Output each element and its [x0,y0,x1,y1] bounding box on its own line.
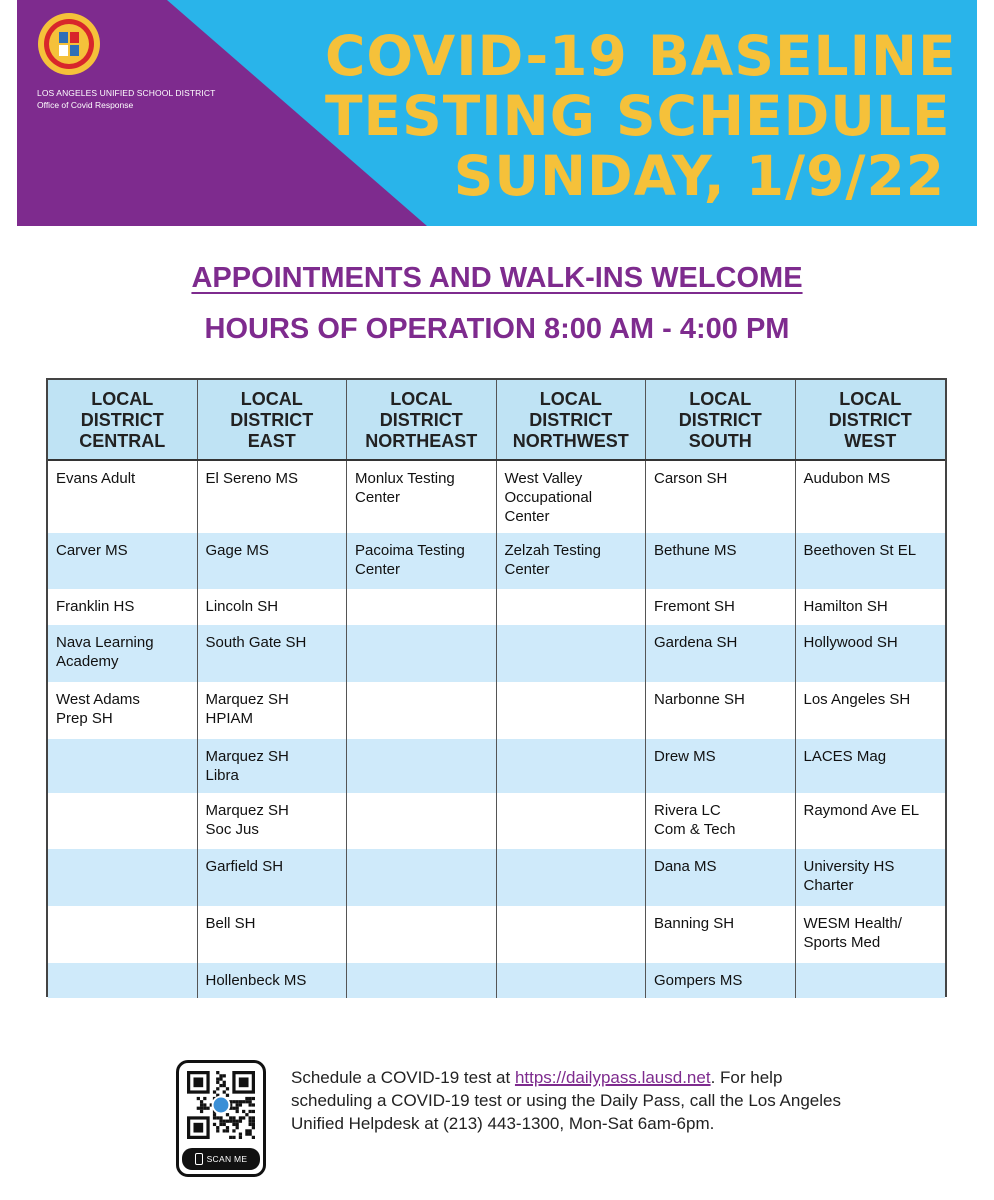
site-name-line: West Valley [504,470,583,487]
site-name-line: Garfield SH [205,858,284,875]
column-header [497,380,647,459]
table-cell [198,793,348,849]
site-name-line: Hollywood SH [803,634,898,651]
table-cell [646,739,796,793]
site-name-line: Center [355,489,401,506]
site-name-line: Fremont SH [654,598,735,615]
table-cell [198,533,348,589]
qr-code-icon [187,1071,255,1139]
table-row [48,793,945,849]
table-row [48,849,945,906]
column-header-line: SOUTH [688,431,752,451]
site-name-line: Soc Jus [205,821,259,838]
table-cell [497,533,647,589]
site-name-line: Com & Tech [654,821,736,838]
title-line: TESTING SCHEDULE [325,84,951,148]
site-name-line: Raymond Ave EL [803,802,920,819]
column-header-line: LOCAL [240,389,303,409]
column-header-line: LOCAL [539,389,602,409]
table-cell [48,682,198,739]
column-header-line: LOCAL [91,389,154,409]
table-cell [48,963,198,998]
table-cell [646,682,796,739]
helpdesk-text: For help scheduling a COVID-19 test or using the Daily Pass, call the Los Angeles Unified Helpdesk at (213) 443-1300, Mon-Sat 6am-6pm. [291,1068,841,1133]
footer-instructions [291,1066,851,1135]
table-cell [347,533,497,589]
column-header-line: DISTRICT [80,410,164,430]
phone-icon [195,1153,203,1165]
table-cell [347,461,497,533]
site-name-line: South Gate SH [205,634,307,651]
table-row [48,906,945,963]
hours-heading: HOURS OF OPERATION 8:00 AM - 4:00 PM [204,313,790,345]
site-name-line: Drew MS [654,748,716,765]
site-name-line: Audubon MS [803,470,891,487]
table-cell [796,739,946,793]
site-name-line: Center [355,561,401,578]
site-name-line: Monlux Testing [355,470,455,487]
office-name: Office of Covid Response [37,100,134,110]
site-name-line: Los Angeles SH [803,691,911,708]
site-name-line: Gompers MS [654,972,743,989]
table-cell [198,906,348,963]
table-cell [497,461,647,533]
header-banner [17,0,977,226]
column-header [646,380,796,459]
site-name-line: WESM Health/ [803,915,902,932]
site-name-line: Bethune MS [654,542,737,559]
site-name-line: Gardena SH [654,634,738,651]
site-name-line: El Sereno MS [205,470,299,487]
site-name-line: Sports Med [803,934,881,951]
daily-pass-link[interactable]: https://dailypass.lausd.net [514,1068,711,1087]
table-cell [48,461,198,533]
table-cell [48,906,198,963]
table-cell [198,849,348,906]
table-row [48,739,945,793]
table-cell [497,682,647,739]
column-header-line: NORTHWEST [512,431,629,451]
district-name: LOS ANGELES UNIFIED SCHOOL DISTRICT [37,88,216,98]
table-cell [796,963,946,998]
column-header-line: DISTRICT [828,410,912,430]
table-cell [646,589,796,625]
table-cell [48,625,198,682]
table-cell [497,963,647,998]
site-name-line: Hollenbeck MS [205,972,307,989]
table-cell [347,793,497,849]
site-name-line: Carver MS [56,542,128,559]
table-cell [796,589,946,625]
table-cell [497,793,647,849]
table-cell [646,963,796,998]
seal-icon [37,12,101,76]
table-cell [198,589,348,625]
column-header [347,380,497,459]
column-header-line: LOCAL [390,389,453,409]
table-cell [48,739,198,793]
site-name-line: Rivera LC [654,802,721,819]
appointments-heading [0,262,994,295]
table-cell [198,461,348,533]
table-cell [347,589,497,625]
table-cell [347,739,497,793]
site-name-line: Center [504,508,550,525]
site-name-line: Dana MS [654,858,717,875]
table-cell [646,793,796,849]
column-header-line: DISTRICT [529,410,613,430]
table-cell [796,906,946,963]
site-name-line: Libra [205,767,239,784]
site-name-line: Occupational [504,489,593,506]
table-cell [48,533,198,589]
column-header-line: WEST [844,431,897,451]
site-name-line: Academy [56,653,119,670]
column-header-line: LOCAL [689,389,752,409]
table-cell [198,963,348,998]
table-cell [198,739,348,793]
table-cell [646,906,796,963]
table-header-row [48,380,945,461]
table-cell [198,625,348,682]
table-row [48,461,945,533]
table-cell [347,625,497,682]
schedule-prefix: Schedule a COVID-19 test at [291,1068,515,1087]
site-name-line: Prep SH [56,710,113,727]
site-name-line: Pacoima Testing [355,542,465,559]
site-name-line: Zelzah Testing [504,542,601,559]
site-name-line: Marquez SH [205,802,289,819]
table-cell [347,906,497,963]
site-name-line: Franklin HS [56,598,135,615]
schedule-suffix: . [710,1068,716,1087]
table-cell [198,682,348,739]
table-cell [497,849,647,906]
site-name-line: Center [504,561,550,578]
site-name-line: Banning SH [654,915,735,932]
table-cell [48,589,198,625]
column-header-line: DISTRICT [379,410,463,430]
site-name-line: HPIAM [205,710,254,727]
table-cell [48,849,198,906]
table-cell [796,682,946,739]
table-cell [497,625,647,682]
table-row [48,589,945,625]
table-body [48,461,945,998]
qr-code-card [176,1060,266,1177]
table-row [48,963,945,998]
site-name-line: Charter [803,877,854,894]
site-name-line: LACES Mag [803,748,887,765]
column-header [796,380,946,459]
site-name-line: Beethoven St EL [803,542,917,559]
table-cell [347,682,497,739]
appointments-heading-text: APPOINTMENTS AND WALK-INS WELCOME [191,262,803,294]
scan-me-text: SCAN ME [206,1154,248,1164]
site-name-line: Evans Adult [56,470,136,487]
table-cell [347,849,497,906]
table-cell [497,739,647,793]
site-name-line: University HS [803,858,895,875]
column-header-line: DISTRICT [230,410,314,430]
table-cell [646,461,796,533]
site-name-line: Marquez SH [205,748,289,765]
column-header-line: DISTRICT [678,410,762,430]
banner-title [325,24,957,208]
table-cell [796,461,946,533]
column-header-line: CENTRAL [79,431,166,451]
table-cell [646,625,796,682]
site-name-line: Bell SH [205,915,256,932]
table-cell [796,533,946,589]
site-name-line: Lincoln SH [205,598,279,615]
column-header-line: EAST [247,431,296,451]
table-cell [347,963,497,998]
table-cell [796,793,946,849]
site-name-line: West Adams [56,691,140,708]
table-cell [48,793,198,849]
site-name-line: Hamilton SH [803,598,888,615]
table-cell [497,589,647,625]
site-name-line: Narbonne SH [654,691,745,708]
table-row [48,625,945,682]
scan-me-label [182,1148,260,1170]
column-header-line: LOCAL [839,389,902,409]
title-line: COVID-19 BASELINE [325,24,957,88]
site-name-line: Marquez SH [205,691,289,708]
schedule-table [46,378,947,997]
table-cell [646,849,796,906]
table-row [48,533,945,589]
table-cell [646,533,796,589]
table-cell [497,906,647,963]
table-row [48,682,945,739]
site-name-line: Gage MS [205,542,269,559]
column-header [198,380,348,459]
column-header-line: NORTHEAST [365,431,478,451]
site-name-line: Carson SH [654,470,728,487]
table-cell [796,625,946,682]
table-cell [796,849,946,906]
title-line: SUNDAY, 1/9/22 [453,144,945,208]
column-header [48,380,198,459]
site-name-line: Nava Learning [56,634,154,651]
